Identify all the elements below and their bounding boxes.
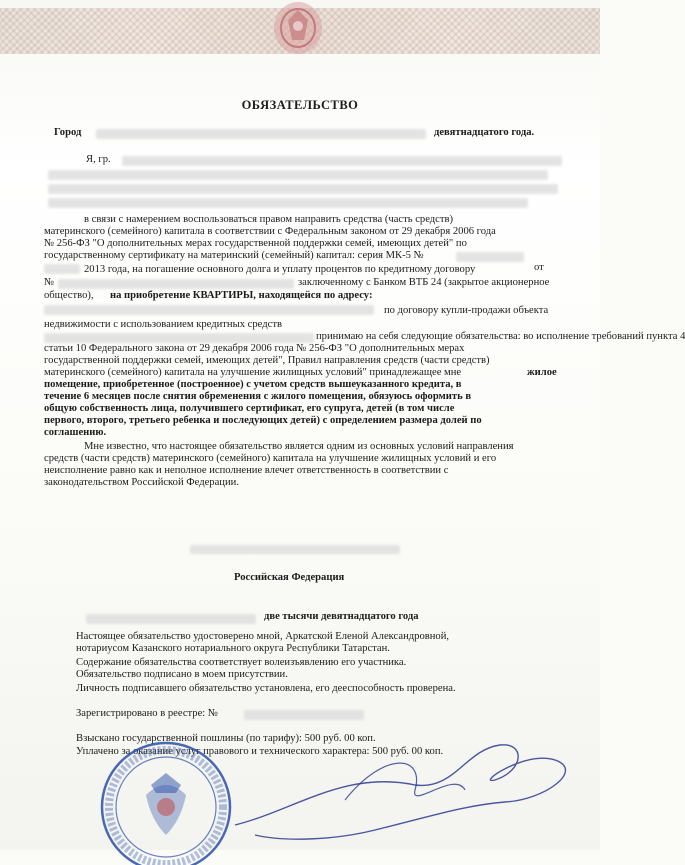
coat-of-arms-emblem-icon (258, 0, 338, 66)
body-line: Мне известно, что настоящее обязательство является одним из основных условий направления (84, 441, 514, 452)
body-line-bold: течение 6 месяцев после снятия обременения с жилого помещения, обязуюсь оформить в (44, 391, 472, 402)
security-header-pattern (0, 0, 600, 66)
notary-line: нотариусом Казанского нотариального округа Республики Татарстан. (76, 643, 390, 654)
body-line: государственному сертификату на материнский (семейный) капитал: серия МК-5 № (44, 250, 424, 261)
body-line-bold: общую собственность лица, получившего сертификат, его супруга, детей (в том числе (44, 403, 455, 414)
notary-line: Личность подписавшего обязательство установлена, его дееспособность проверена. (76, 683, 456, 694)
person-label: Я, гр. (86, 154, 111, 165)
redacted-person-3 (48, 184, 558, 194)
redacted-registry-number (244, 710, 364, 720)
body-line: принимаю на себя следующие обязательства: во исполнение требований пункта 4 (316, 331, 685, 342)
body-line: по договору купли-продажи объекта (384, 305, 549, 316)
notary-seal-icon (96, 735, 246, 865)
body-line: недвижимости с использованием кредитных средств (44, 319, 282, 330)
body-line-bold: первого, второго, третьего ребенка и последующих детей) с определением размера долей по (44, 415, 482, 426)
body-line: статьи 10 Федерального закона от 29 декабря 2006 года № 256-ФЗ "О дополнительных мерах (44, 343, 465, 354)
redacted-signature-line (190, 545, 400, 554)
document-title: ОБЯЗАТЕЛЬСТВО (241, 98, 359, 112)
body-line-bold: помещение, приобретенное (построенное) с учетом средств вышеуказанного кредита, в (44, 379, 462, 390)
notary-country: Российская Федерация (234, 572, 345, 583)
body-line: от (534, 262, 544, 273)
body-line: материнского (семейного) капитала в соответствии с Федеральным законом от 29 декабря 2006 года (44, 226, 496, 237)
body-line: № (44, 277, 55, 288)
registry-line: Зарегистрировано в реестре: № (76, 708, 218, 719)
fee-line: Взыскано государственной пошлины (по тарифу): 500 руб. 00 коп. (76, 733, 376, 744)
notary-line: Содержание обязательства соответствует волеизъявлению его участника. (76, 657, 407, 668)
body-line: материнского (семейного) капитала на улучшение жилищных условий" принадлежащее мне (44, 367, 462, 378)
redacted-person-2 (48, 170, 548, 180)
body-line: средств (части средств) материнского (семейного) капитала на улучшение жилищных условий и его (44, 453, 497, 464)
body-line-bold: на приобретение КВАРТИРЫ, находящейся по адресу: (110, 290, 373, 301)
date-suffix: девятнадцатого года. (434, 127, 535, 138)
services-line: Уплачено за оказание услуг правового и технического характера: 500 руб. 00 коп. (76, 746, 444, 757)
body-line-bold: соглашению. (44, 427, 107, 438)
redacted-address (44, 305, 374, 315)
redacted-contract-date (44, 333, 314, 343)
body-line: заключенному с Банком ВТБ 24 (закрытое акционерное (298, 277, 550, 288)
body-line: государственной поддержки семей, имеющих детей", Правил направления средств (части средств) (44, 355, 490, 366)
redacted-person-1 (122, 156, 562, 166)
redacted-notary-date (86, 614, 256, 624)
notary-line: Обязательство подписано в моем присутствии. (76, 669, 288, 680)
signature-icon (225, 730, 605, 850)
redacted-person-4 (48, 198, 528, 208)
body-line: 2013 года, на погашение основного долга и уплату процентов по кредитному договору (84, 264, 476, 275)
body-line: неисполнение равно как и неполное исполнение влечет ответственность в соответствии с (44, 465, 449, 476)
notary-date: две тысячи девятнадцатого года (264, 611, 419, 622)
redacted-cert-series (456, 252, 524, 262)
body-line-bold: жилое (527, 367, 557, 378)
notary-line: Настоящее обязательство удостоверено мной, Аркатской Еленой Александровной, (76, 631, 450, 642)
body-line: № 256-ФЗ "О дополнительных мерах государственной поддержки семей, имеющих детей" по (44, 238, 467, 249)
redacted-cert-number (44, 264, 80, 274)
body-line: законодательством Российской Федерации. (44, 477, 239, 488)
city-label: Город (54, 127, 82, 138)
redacted-city-date (96, 129, 426, 139)
body-line: общество), (44, 290, 94, 301)
body-line: в связи с намерением воспользоваться правом направить средства (часть средств) (84, 214, 454, 225)
redacted-loan-number (58, 279, 294, 289)
